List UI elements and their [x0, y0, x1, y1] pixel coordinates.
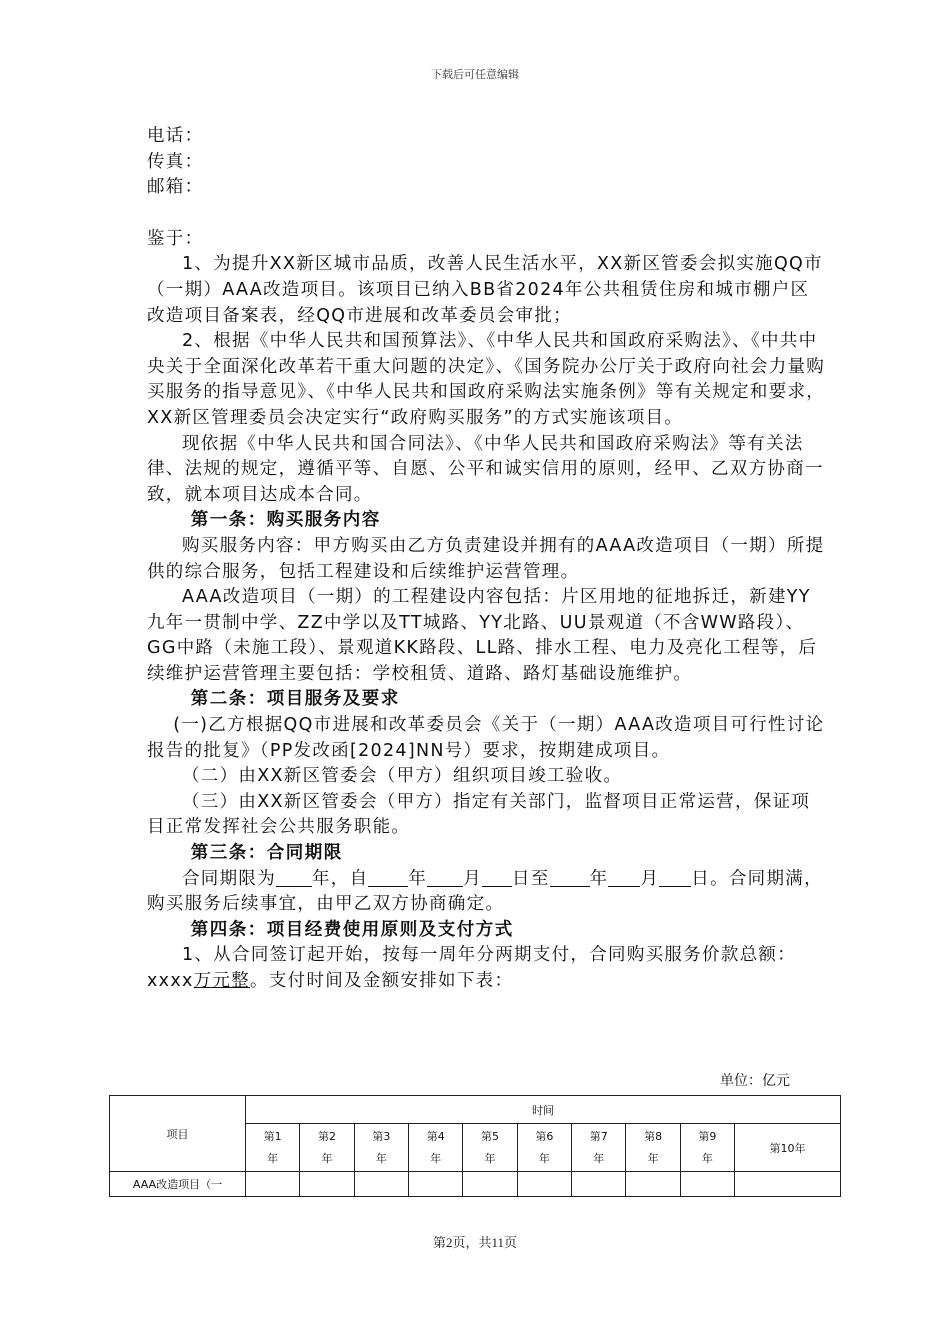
blank-line [482, 868, 512, 887]
text-span: 月 [640, 868, 660, 889]
table-cell [735, 1172, 841, 1197]
blank-line [659, 868, 691, 887]
article-heading: 第一条：购买服务内容 [190, 510, 381, 531]
table-cell [680, 1172, 734, 1197]
year-cell: 第2 年 [300, 1124, 354, 1172]
year-cell: 第4 年 [409, 1124, 463, 1172]
amount-underlined: 万元整 [193, 971, 251, 991]
text-span: 合同期限为 [182, 868, 276, 889]
text-span: 。支付时间及金额安排如下表： [250, 971, 514, 991]
table-cell [354, 1172, 408, 1197]
text-span: 月 [463, 868, 483, 889]
blank-line [427, 868, 463, 887]
table-cell [463, 1172, 517, 1197]
table-cell [409, 1172, 463, 1197]
table-cell [626, 1172, 680, 1197]
item-header-cell: 项目 [110, 1096, 246, 1172]
text-span: 年，自 [312, 868, 369, 889]
table-cell [572, 1172, 626, 1197]
paragraph: 2、根据《中华人民共和国预算法》、《中华人民共和国政府采购法》、《中共中央关于全面深化改革若干重大问题的决定》、《国务院办公厅关于政府向社会力量购买服务的指导意见》、《中华人民共和国政府采购法实施条例》等有关规定和要求，XX新区管理委员会决定实行“政府购买服务”的方式实施该项目。 [147, 331, 826, 428]
table-cell [300, 1172, 354, 1197]
fax-label: 传真： [147, 151, 204, 172]
paragraph: 1、为提升XX新区城市品质，改善人民生活水平，XX新区管委会拟实施QQ市（一期）AAA改造项目。该项目已纳入BB省2024年公共租赁住房和城市棚户区改造项目备案表，经QQ市进展和改革委员会审批； [147, 254, 823, 326]
blank-line [608, 868, 640, 887]
unit-label: 单位：亿元 [720, 1073, 790, 1089]
year-cell: 第9 年 [680, 1124, 734, 1172]
table-cell [517, 1172, 571, 1197]
year-cell: 第10年 [735, 1124, 841, 1172]
paragraph: （三）由XX新区管委会（甲方）指定有关部门，监督项目正常运营，保证项目正常发挥社会公共服务职能。 [147, 791, 811, 838]
paragraph: （二）由XX新区管委会（甲方）组织项目竣工验收。 [182, 766, 623, 787]
text-span: 年 [589, 868, 609, 889]
year-cell: 第7 年 [572, 1124, 626, 1172]
payment-schedule-table [109, 1095, 841, 1197]
paragraph: 购买服务内容：甲方购买由乙方负责建设并拥有的AAA改造项目（一期）所提供的综合服务，包括工程建设和后续维护运营管理。 [147, 535, 825, 582]
year-cell: 第5 年 [463, 1124, 517, 1172]
year-cell: 第1 年 [246, 1124, 300, 1172]
time-header-cell: 时间 [246, 1096, 841, 1124]
page-footer: 第2页，共11页 [432, 1235, 518, 1250]
email-label: 邮箱： [147, 177, 204, 198]
contract-period-paragraph [147, 867, 827, 918]
whereas-label: 鉴于： [147, 228, 204, 249]
year-cell: 第3 年 [354, 1124, 408, 1172]
blank-line [276, 868, 312, 887]
paragraph: (一)乙方根据QQ市进展和改革委员会《关于（一期）AAA改造项目可行性讨论报告的批复》（PP发改函[2024]NN号）要求，按期建成项目。 [147, 715, 825, 761]
payment-paragraph [147, 943, 827, 994]
text-span: 年 [408, 868, 428, 889]
paragraph: 现依据《中华人民共和国合同法》、《中华人民共和国政府采购法》等有关法律、法规的规定，遵循平等、自愿、公平和诚实信用的原则，经甲、乙双方协商一致，就本项目达成本合同。 [147, 433, 824, 505]
blank-line [368, 868, 408, 887]
phone-label: 电话： [147, 126, 204, 146]
paragraph: AAA改造项目（一期）的工程建设内容包括：片区用地的征地拆迁，新建YY九年一贯制中学、ZZ中学以及TT城路、YY北路、UU景观道（不含WW路段）、GG中路（未施工段）、景观道KK路段、LL路、排水工程、电力及亮化工程等，后续维护运营管理主要包括：学校租赁、道路、路灯基础设施维护。 [147, 587, 818, 684]
row-label-cell: AAA改造项目（一 [110, 1172, 246, 1197]
article-heading: 第二条：项目服务及要求 [190, 689, 400, 710]
year-cell: 第8 年 [626, 1124, 680, 1172]
year-cell: 第6 年 [517, 1124, 571, 1172]
text-span: 日至 [512, 868, 550, 889]
page-header: 下载后可任意编辑 [431, 68, 519, 81]
contract-body [147, 124, 827, 995]
article-heading: 第三条：合同期限 [190, 843, 343, 864]
article-heading: 第四条：项目经费使用原则及支付方式 [190, 919, 514, 940]
text-span: 日。合同期满，购买服务后续事宜，由甲乙双方协商确定。 [147, 868, 823, 915]
table-cell [246, 1172, 300, 1197]
blank-line [550, 868, 590, 887]
text-span: 1、从合同签订起开始，按每一周年分两期支付，合同购买服务价款总额：xxxx [147, 945, 797, 991]
